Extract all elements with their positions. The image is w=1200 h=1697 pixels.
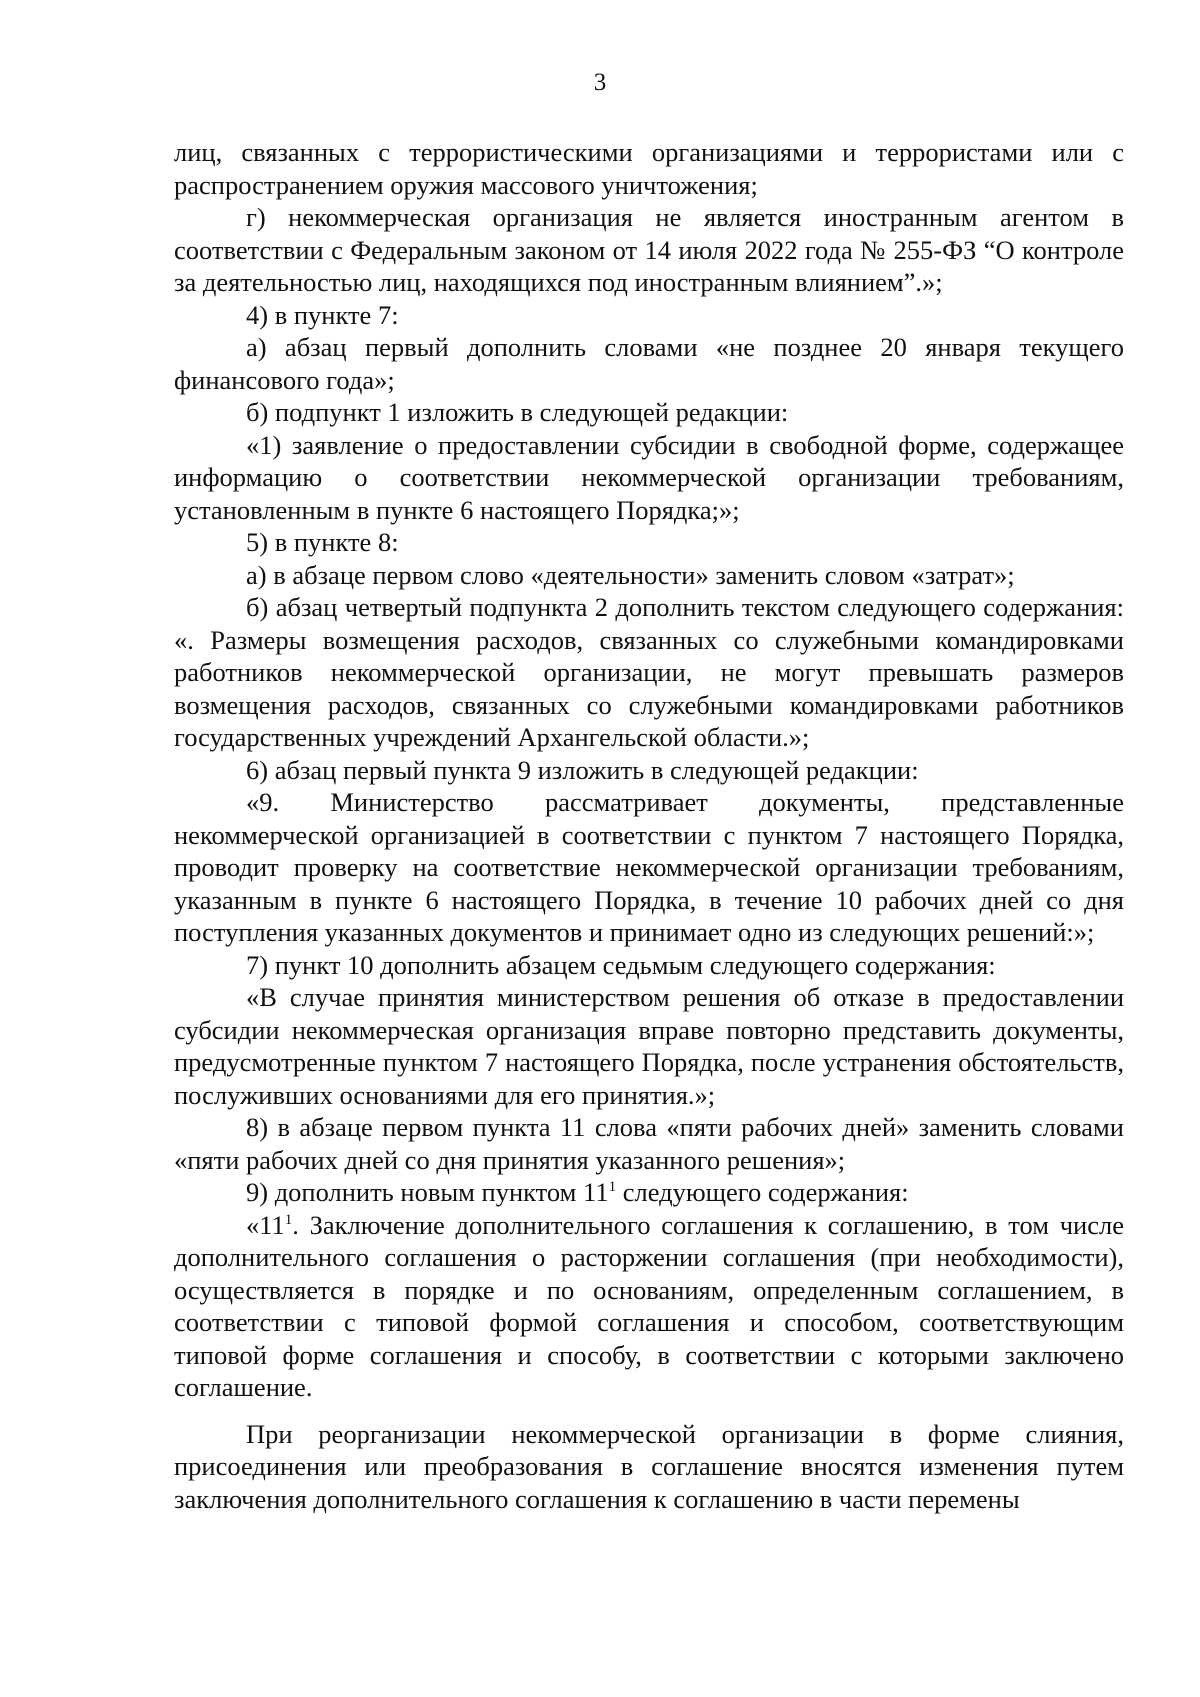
paragraph-quote-point-11-1-before: «11 (246, 1209, 285, 1240)
paragraph-item-7: 7) пункт 10 дополнить абзацем седьмым следующего содержания: (246, 949, 996, 980)
paragraph-item-8: 8) в абзаце первом пункта 11 слова «пяти рабочих дней» заменить словами «пяти рабочих дней со дня принятия указанного решения»; (174, 1112, 1124, 1175)
paragraph-item-5: 5) в пункте 8: (246, 527, 399, 557)
superscript-marker: 1 (608, 1179, 617, 1196)
paragraph-quote-subpoint-1: «1) заявление о предоставлении субсидии в свободной форме, содержащее информацию о соответствии некоммерческой организации требованиям, установленным в пункте 6 настоящего Порядка;»; (174, 429, 1124, 525)
paragraph-quote-refusal: «В случае принятия министерством решения об отказе в предоставлении субсидии некоммерческая организация вправе повторно представить документы, предусмотренные пунктом 7 настоящего Порядка, после устранения обстоятельств, послуживших основаниями для его принятия.»; (174, 982, 1124, 1110)
paragraph-quote-point-11-1-after: . Заключение дополнительного соглашения к соглашению, в том числе дополнительного соглашения о расторжении соглашения (при необходимости), осуществляется в порядке и по основаниям, определенным соглашением, в соответствии с типовой формой соглашения и способом, соответствующим типовой форме соглашения и способу, в соответствии с которыми заключено соглашение. (174, 1209, 1124, 1402)
paragraph-item-5-b: б) абзац четвертый подпункта 2 дополнить текстом следующего содержания: «. Размеры возмещения расходов, связанных со служебными командировками работников некоммерческой организации, не могут превышать размеров возмещения расходов, связанных со служебными командировками работников государственных учреждений Архангельской области.»; (174, 592, 1124, 752)
paragraph-item-6: 6) абзац первый пункта 9 изложить в следующей редакции: (246, 754, 919, 785)
paragraph-item-4-a: а) абзац первый дополнить словами «не позднее 20 января текущего финансового года»; (174, 332, 1124, 395)
paragraph-continuation: лиц, связанных с террористическими организациями и террористами или с распространением оружия массового уничтожения; (174, 137, 1124, 200)
page-number: 3 (593, 69, 607, 96)
paragraph-item-9-before: 9) дополнить новым пунктом 11 (246, 1177, 609, 1207)
paragraph-quote-point-11-1 (174, 1209, 1124, 1404)
document-body (174, 136, 1124, 1515)
superscript-marker: 1 (284, 1211, 293, 1228)
paragraph-item-5-a: а) в абзаце первом слово «деятельности» заменить словом «затрат»; (246, 559, 1015, 590)
paragraph-subitem-g: г) некоммерческая организация не является иностранным агентом в соответствии с Федеральным законом от 14 июля 2022 года № 255-ФЗ “О контроле за деятельностью лиц, находящихся под иностранным влиянием”.»; (174, 202, 1124, 297)
paragraph-item-9-after: следующего содержания: (616, 1177, 909, 1207)
paragraph-quote-point-9: «9. Министерство рассматривает документы, представленные некоммерческой организацией в соответствии с пунктом 7 настоящего Порядка, проводит проверку на соответствие некоммерческой организации требованиям, указанным в пункте 6 настоящего Порядка, в течение 10 рабочих дней со дня поступления указанных документов и принимает одно из следующих решений:»; (174, 787, 1124, 947)
paragraph-item-4: 4) в пункте 7: (246, 299, 399, 330)
paragraph-reorganization: При реорганизации некоммерческой организации в форме слияния, присоединения или преобразования в соглашение вносятся изменения путем заключения дополнительного соглашения к соглашению в части перемены (174, 1418, 1124, 1514)
paragraph-item-9 (174, 1176, 1124, 1209)
paragraph-item-4-b: б) подпункт 1 изложить в следующей редакции: (246, 397, 789, 427)
